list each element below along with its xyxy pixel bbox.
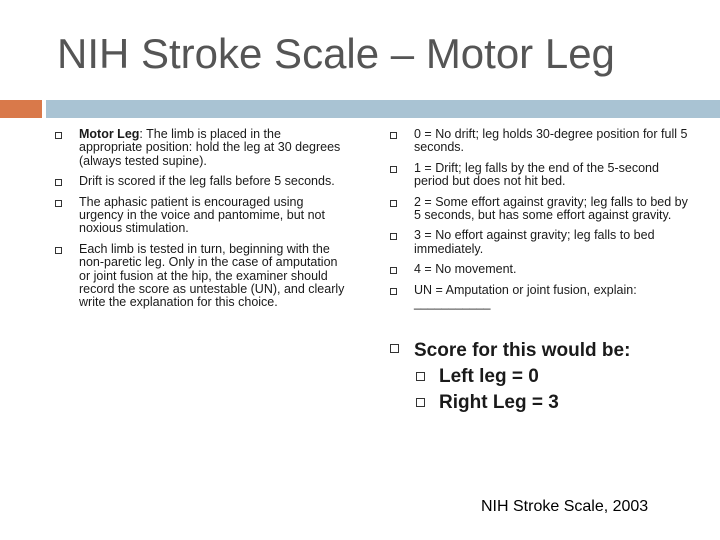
square-bullet-icon xyxy=(55,200,62,207)
square-bullet-icon xyxy=(390,233,397,240)
list-item xyxy=(55,196,347,236)
left-column xyxy=(55,128,347,317)
score-left-leg-text: Left leg = 0 xyxy=(439,366,539,388)
list-item xyxy=(390,162,690,189)
list-item-text: UN = Amputation or joint fusion, explain: ___________ xyxy=(414,282,637,311)
list-item xyxy=(390,128,690,155)
score-left-leg xyxy=(414,364,690,390)
citation: NIH Stroke Scale, 2003 xyxy=(481,498,649,515)
score-right-leg xyxy=(414,390,690,416)
square-bullet-icon xyxy=(390,344,399,353)
square-bullet-icon xyxy=(390,132,397,139)
right-column xyxy=(390,128,690,416)
list-item xyxy=(390,229,690,256)
score-heading: Score for this would be: xyxy=(414,340,631,362)
accent-bar-blue xyxy=(46,100,720,118)
square-bullet-icon xyxy=(416,398,425,407)
list-item-text: : The limb is placed in the appropriate position: hold the leg at 30 degrees (always tested supine). xyxy=(79,127,341,168)
accent-bar-orange xyxy=(0,100,42,118)
square-bullet-icon xyxy=(390,166,397,173)
list-item-text: 0 = No drift; leg holds 30-degree position for full 5 seconds. xyxy=(414,127,688,155)
square-bullet-icon xyxy=(416,372,425,381)
list-item-text: The aphasic patient is encouraged using urgency in the voice and pantomime, but not noxious stimulation. xyxy=(79,194,325,236)
square-bullet-icon xyxy=(55,179,62,186)
left-bullet-list xyxy=(55,128,347,310)
list-item-text: 4 = No movement. xyxy=(414,262,517,277)
list-item-text: 2 = Some effort against gravity; leg falls to bed by 5 seconds, but has some effort against gravity. xyxy=(414,194,688,223)
square-bullet-icon xyxy=(390,288,397,295)
list-item-text: 3 = No effort against gravity; leg falls to bed immediately. xyxy=(414,228,655,256)
list-item xyxy=(55,128,347,168)
score-right-leg-text: Right Leg = 3 xyxy=(439,392,559,414)
list-item-text: Each limb is tested in turn, beginning with the non-paretic leg. Only in the case of amputation or joint fusion at the hip, the examiner should record the score as untestable (UN), and clearly write the explanation for this choice. xyxy=(79,241,345,310)
list-item-text: 1 = Drift; leg falls by the end of the 5-second period but does not hit bed. xyxy=(414,160,659,189)
list-item xyxy=(390,263,690,276)
list-item xyxy=(55,175,347,188)
slide-title: NIH Stroke Scale – Motor Leg xyxy=(57,30,615,77)
list-item-bold: Motor Leg xyxy=(79,127,140,141)
list-item xyxy=(390,284,690,311)
square-bullet-icon xyxy=(55,247,62,254)
list-item xyxy=(55,243,347,310)
square-bullet-icon xyxy=(390,200,397,207)
list-item-text: Drift is scored if the leg falls before 5 seconds. xyxy=(79,174,335,189)
square-bullet-icon xyxy=(390,267,397,274)
list-item xyxy=(390,196,690,223)
right-bullet-list xyxy=(390,128,690,310)
square-bullet-icon xyxy=(55,132,62,139)
score-block xyxy=(390,338,690,416)
